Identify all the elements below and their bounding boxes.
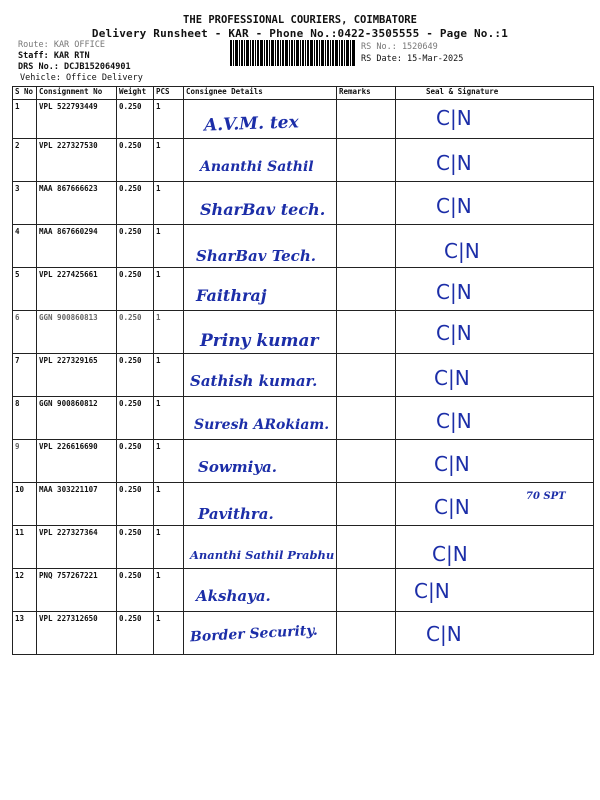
pcs-cell: 1 bbox=[154, 440, 184, 483]
remarks-cell bbox=[337, 225, 396, 268]
weight-cell: 0.250 bbox=[117, 100, 154, 139]
pcs-cell: 1 bbox=[154, 397, 184, 440]
table-row bbox=[13, 526, 594, 569]
staff-label: Staff: KAR RTN bbox=[18, 51, 90, 61]
signature-cell bbox=[396, 311, 594, 354]
table-row bbox=[13, 354, 594, 397]
consignee-cell bbox=[184, 526, 337, 569]
sno-cell: 10 bbox=[13, 483, 37, 526]
remarks-cell bbox=[337, 268, 396, 311]
signature-note: 70 SPT bbox=[526, 491, 566, 502]
table-row bbox=[13, 397, 594, 440]
header-sno: S No bbox=[13, 87, 37, 100]
consignment-cell: VPL 227327530 bbox=[37, 139, 117, 182]
remarks-cell bbox=[337, 139, 396, 182]
signature-handwriting: C|N bbox=[436, 280, 472, 304]
barcode-image bbox=[230, 40, 355, 66]
consignee-handwriting: Priny kumar bbox=[200, 331, 319, 351]
sno-cell: 1 bbox=[13, 100, 37, 139]
signature-cell bbox=[396, 483, 594, 526]
consignee-handwriting: SharBav Tech. bbox=[196, 247, 316, 265]
pcs-cell: 1 bbox=[154, 182, 184, 225]
consignee-handwriting: Ananthi Sathil bbox=[200, 159, 314, 175]
consignment-cell: VPL 227312650 bbox=[37, 612, 117, 655]
sno-cell: 5 bbox=[13, 268, 37, 311]
remarks-cell bbox=[337, 182, 396, 225]
weight-cell: 0.250 bbox=[117, 612, 154, 655]
runsheet-subtitle: Delivery Runsheet - KAR - Phone No.:0422-3505555 - Page No.:1 bbox=[91, 27, 509, 40]
header-consignee: Consignee Details bbox=[184, 87, 337, 100]
signature-handwriting: C|N bbox=[436, 151, 472, 175]
consignee-cell bbox=[184, 483, 337, 526]
consignment-cell: VPL 227329165 bbox=[37, 354, 117, 397]
signature-cell bbox=[396, 100, 594, 139]
remarks-cell bbox=[337, 397, 396, 440]
consignee-cell bbox=[184, 397, 337, 440]
drs-number: DRS No.: DCJB152064901 bbox=[18, 62, 131, 72]
pcs-cell: 1 bbox=[154, 354, 184, 397]
pcs-cell: 1 bbox=[154, 526, 184, 569]
sno-cell: 8 bbox=[13, 397, 37, 440]
remarks-cell bbox=[337, 440, 396, 483]
consignment-cell: GGN 900860813 bbox=[37, 311, 117, 354]
consignment-cell: VPL 227425661 bbox=[37, 268, 117, 311]
consignment-cell: MAA 867666623 bbox=[37, 182, 117, 225]
consignee-handwriting: Sathish kumar. bbox=[190, 372, 318, 390]
table-row bbox=[13, 440, 594, 483]
weight-cell: 0.250 bbox=[117, 483, 154, 526]
consignee-cell bbox=[184, 354, 337, 397]
consignment-cell: MAA 867660294 bbox=[37, 225, 117, 268]
consignee-handwriting: Ananthi Sathil Prabhu bbox=[190, 548, 335, 562]
consignment-cell: MAA 303221107 bbox=[37, 483, 117, 526]
consignment-cell: GGN 900860812 bbox=[37, 397, 117, 440]
consignee-cell bbox=[184, 268, 337, 311]
signature-cell bbox=[396, 354, 594, 397]
sno-cell: 13 bbox=[13, 612, 37, 655]
table-row bbox=[13, 139, 594, 182]
remarks-cell bbox=[337, 100, 396, 139]
signature-cell bbox=[396, 139, 594, 182]
consignee-cell bbox=[184, 100, 337, 139]
signature-handwriting: C|N bbox=[432, 542, 468, 566]
consignment-cell: PNQ 757267221 bbox=[37, 569, 117, 612]
consignee-handwriting: A.V.M. tex bbox=[203, 112, 300, 136]
remarks-cell bbox=[337, 354, 396, 397]
vehicle-label: Vehicle: Office Delivery bbox=[20, 73, 143, 83]
consignee-cell bbox=[184, 569, 337, 612]
consignee-handwriting: Faithraj bbox=[196, 286, 267, 305]
sno-cell: 9 bbox=[13, 440, 37, 483]
header-signature: Seal & Signature bbox=[396, 87, 594, 100]
header-pcs: PCS bbox=[154, 87, 184, 100]
consignee-handwriting: Akshaya. bbox=[196, 587, 271, 605]
header-remarks: Remarks bbox=[337, 87, 396, 100]
sno-cell: 2 bbox=[13, 139, 37, 182]
header-weight: Weight bbox=[117, 87, 154, 100]
signature-cell bbox=[396, 612, 594, 655]
remarks-cell bbox=[337, 569, 396, 612]
consignee-cell bbox=[184, 311, 337, 354]
table-row bbox=[13, 483, 594, 526]
table-row bbox=[13, 225, 594, 268]
weight-cell: 0.250 bbox=[117, 354, 154, 397]
consignee-handwriting: Border Security. bbox=[189, 622, 319, 646]
sno-cell: 12 bbox=[13, 569, 37, 612]
signature-cell bbox=[396, 182, 594, 225]
signature-handwriting: C|N bbox=[426, 622, 462, 646]
remarks-cell bbox=[337, 483, 396, 526]
signature-handwriting: C|N bbox=[434, 366, 470, 390]
remarks-cell bbox=[337, 311, 396, 354]
table-row bbox=[13, 182, 594, 225]
consignee-handwriting: SharBav tech. bbox=[200, 200, 326, 219]
sno-cell: 4 bbox=[13, 225, 37, 268]
signature-cell bbox=[396, 440, 594, 483]
consignee-cell bbox=[184, 225, 337, 268]
route-label: Route: KAR OFFICE bbox=[18, 40, 105, 50]
consignee-cell bbox=[184, 182, 337, 225]
table-row bbox=[13, 612, 594, 655]
signature-handwriting: C|N bbox=[436, 194, 472, 218]
weight-cell: 0.250 bbox=[117, 569, 154, 612]
pcs-cell: 1 bbox=[154, 311, 184, 354]
weight-cell: 0.250 bbox=[117, 139, 154, 182]
signature-handwriting: C|N bbox=[434, 495, 470, 519]
sno-cell: 3 bbox=[13, 182, 37, 225]
consignee-handwriting: Suresh ARokiam. bbox=[194, 417, 330, 433]
consignee-handwriting: Sowmiya. bbox=[198, 458, 277, 476]
company-title: THE PROFESSIONAL COURIERS, COIMBATORE bbox=[183, 14, 417, 26]
consignee-cell bbox=[184, 440, 337, 483]
remarks-cell bbox=[337, 526, 396, 569]
weight-cell: 0.250 bbox=[117, 526, 154, 569]
table-row bbox=[13, 311, 594, 354]
signature-cell bbox=[396, 268, 594, 311]
signature-cell bbox=[396, 397, 594, 440]
consignment-cell: VPL 226616690 bbox=[37, 440, 117, 483]
consignment-cell: VPL 522793449 bbox=[37, 100, 117, 139]
pcs-cell: 1 bbox=[154, 139, 184, 182]
weight-cell: 0.250 bbox=[117, 268, 154, 311]
runsheet-table bbox=[12, 86, 594, 655]
table-row bbox=[13, 569, 594, 612]
remarks-cell bbox=[337, 612, 396, 655]
sno-cell: 7 bbox=[13, 354, 37, 397]
header-consignment: Consignment No bbox=[37, 87, 117, 100]
signature-cell bbox=[396, 526, 594, 569]
pcs-cell: 1 bbox=[154, 612, 184, 655]
signature-handwriting: C|N bbox=[436, 321, 472, 345]
pcs-cell: 1 bbox=[154, 100, 184, 139]
sno-cell: 11 bbox=[13, 526, 37, 569]
table-row bbox=[13, 100, 594, 139]
pcs-cell: 1 bbox=[154, 483, 184, 526]
weight-cell: 0.250 bbox=[117, 397, 154, 440]
signature-cell bbox=[396, 569, 594, 612]
signature-handwriting: C|N bbox=[434, 452, 470, 476]
rs-date: RS Date: 15-Mar-2025 bbox=[361, 54, 464, 64]
signature-cell bbox=[396, 225, 594, 268]
weight-cell: 0.250 bbox=[117, 440, 154, 483]
rs-number: RS No.: 1520649 bbox=[361, 42, 438, 52]
consignment-cell: VPL 227327364 bbox=[37, 526, 117, 569]
table-row bbox=[13, 268, 594, 311]
pcs-cell: 1 bbox=[154, 225, 184, 268]
sno-cell: 6 bbox=[13, 311, 37, 354]
weight-cell: 0.250 bbox=[117, 225, 154, 268]
consignee-cell bbox=[184, 139, 337, 182]
pcs-cell: 1 bbox=[154, 569, 184, 612]
table-header-row bbox=[13, 87, 594, 100]
weight-cell: 0.250 bbox=[117, 182, 154, 225]
signature-handwriting: C|N bbox=[436, 106, 472, 130]
consignee-handwriting: Pavithra. bbox=[198, 505, 274, 523]
pcs-cell: 1 bbox=[154, 268, 184, 311]
weight-cell: 0.250 bbox=[117, 311, 154, 354]
signature-handwriting: C|N bbox=[414, 579, 450, 603]
consignee-cell bbox=[184, 612, 337, 655]
signature-handwriting: C|N bbox=[436, 409, 472, 433]
signature-handwriting: C|N bbox=[444, 239, 480, 263]
